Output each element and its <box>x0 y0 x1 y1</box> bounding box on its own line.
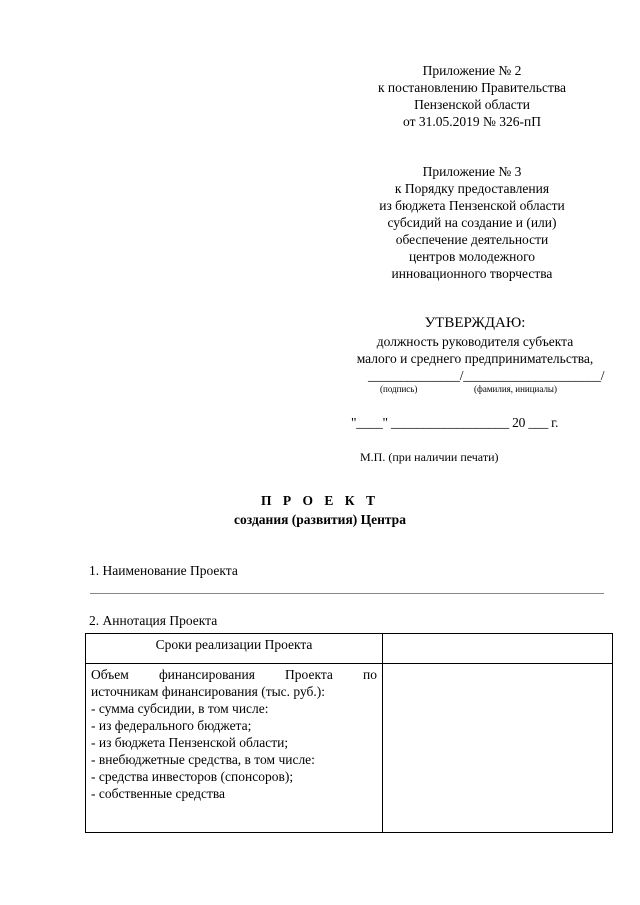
appendix-3-line: обеспечение деятельности <box>395 232 549 247</box>
appendix-2-line: Пензенской области <box>414 97 530 112</box>
signature-label: (подпись) <box>380 384 418 394</box>
funding-line: - собственные средства <box>91 786 226 801</box>
funding-word: Объем <box>91 667 129 682</box>
project-timeline-label: Сроки реализации Проекта <box>86 634 383 664</box>
approval-title: УТВЕРЖДАЮ: <box>424 315 526 331</box>
approval-line: малого и среднего предпринимательства, <box>356 351 594 366</box>
approval-line: должность руководителя субъекта <box>376 334 574 349</box>
funding-first-line <box>91 666 377 683</box>
document-subtitle: создания (развития) Центра <box>234 512 406 527</box>
appendix-3-line: Приложение № 3 <box>422 164 522 179</box>
funding-line: - средства инвесторов (спонсоров); <box>91 769 294 784</box>
appendix-2-line: к постановлению Правительства <box>377 80 567 95</box>
appendix-2-line: от 31.05.2019 № 326-пП <box>403 114 541 129</box>
approval-block <box>330 314 620 367</box>
funding-sources-value <box>383 664 613 833</box>
funding-line: - внебюджетные средства, в том числе: <box>91 752 315 767</box>
stamp-note: М.П. (при наличии печати) <box>360 450 499 464</box>
name-label: (фамилия, инициалы) <box>474 384 557 394</box>
funding-line: - сумма субсидии, в том числе: <box>91 701 269 716</box>
funding-word: по <box>363 667 377 682</box>
annotation-table <box>85 633 613 833</box>
funding-word: Проекта <box>285 667 333 682</box>
funding-word: финансирования <box>158 667 255 682</box>
funding-line: - из федерального бюджета; <box>91 718 252 733</box>
appendix-3-line: к Порядку предоставления <box>394 181 550 196</box>
section-project-name: 1. Наименование Проекта <box>89 563 238 578</box>
table-row <box>86 664 613 833</box>
date-line: "____" __________________ 20 ___ г. <box>351 415 559 430</box>
document-title: П Р О Е К Т <box>261 493 379 508</box>
appendix-3-header <box>352 163 592 282</box>
appendix-2-line: Приложение № 2 <box>422 63 522 78</box>
table-row <box>86 634 613 664</box>
section-project-annotation: 2. Аннотация Проекта <box>89 613 218 628</box>
project-timeline-value <box>383 634 613 664</box>
appendix-3-line: субсидий на создание и (или) <box>387 215 557 230</box>
appendix-3-line: инновационного творчества <box>391 266 553 281</box>
project-name-fill-line <box>90 593 604 594</box>
funding-line: источникам финансирования (тыс. руб.): <box>91 684 326 699</box>
signature-line: ______________/_____________________/ <box>368 368 605 383</box>
appendix-3-line: центров молодежного <box>408 249 536 264</box>
funding-line: - из бюджета Пензенской области; <box>91 735 289 750</box>
funding-sources-label <box>86 664 383 833</box>
appendix-2-header <box>352 62 592 130</box>
appendix-3-line: из бюджета Пензенской области <box>379 198 565 213</box>
